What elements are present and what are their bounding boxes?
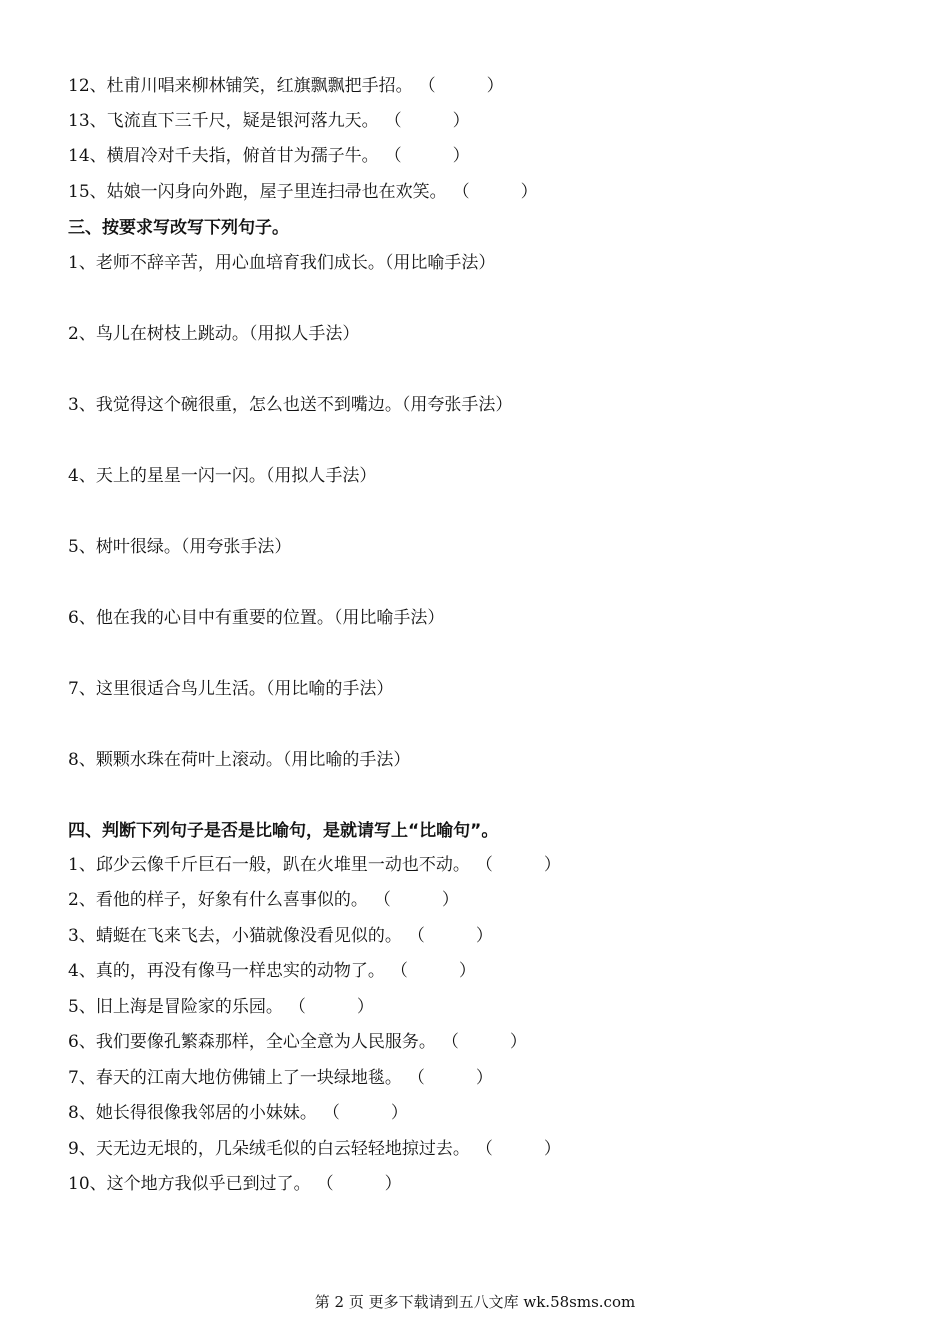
question-text: 13、飞流直下三千尺，疑是银河落九天。 xyxy=(68,111,379,131)
rewrite-item: 4、天上的星星一闪一闪。（用拟人手法） xyxy=(68,466,377,486)
answer-blank[interactable]: （ ） xyxy=(390,961,476,981)
list-item xyxy=(68,959,476,983)
list-item xyxy=(68,180,538,204)
question-text: 9、天无边无垠的，几朵绒毛似的白云轻轻地掠过去。 xyxy=(68,1139,470,1159)
question-text: 8、她长得很像我邻居的小妹妹。 xyxy=(68,1103,317,1123)
list-item xyxy=(68,1030,527,1054)
list-item xyxy=(68,1172,402,1196)
answer-blank[interactable]: （ ） xyxy=(475,1139,561,1159)
answer-blank[interactable]: （ ） xyxy=(441,1032,527,1052)
question-text: 12、杜甫川唱来柳林铺笑，红旗飘飘把手招。 xyxy=(68,76,413,96)
rewrite-item: 2、鸟儿在树枝上跳动。（用拟人手法） xyxy=(68,324,360,344)
section-heading: 四、判断下列句子是否是比喻句，是就请写上“比喻句”。 xyxy=(68,821,499,841)
question-text: 2、看他的样子，好象有什么喜事似的。 xyxy=(68,890,368,910)
answer-blank[interactable]: （ ） xyxy=(322,1103,408,1123)
answer-blank[interactable]: （ ） xyxy=(373,890,459,910)
question-text: 1、邱少云像千斤巨石一般，趴在火堆里一动也不动。 xyxy=(68,855,470,875)
answer-blank[interactable]: （ ） xyxy=(407,926,493,946)
answer-blank[interactable]: （ ） xyxy=(288,997,374,1017)
answer-blank[interactable]: （ ） xyxy=(418,76,504,96)
section-heading: 三、按要求写改写下列句子。 xyxy=(68,218,289,238)
answer-blank[interactable]: （ ） xyxy=(384,111,470,131)
list-item xyxy=(68,1101,408,1125)
rewrite-item: 6、他在我的心目中有重要的位置。（用比喻手法） xyxy=(68,608,445,628)
list-item xyxy=(68,924,493,948)
list-item xyxy=(68,995,374,1019)
rewrite-item: 8、颗颗水珠在荷叶上滚动。（用比喻的手法） xyxy=(68,750,411,770)
question-text: 6、我们要像孔繁森那样，全心全意为人民服务。 xyxy=(68,1032,436,1052)
list-item xyxy=(68,109,470,133)
list-item xyxy=(68,144,470,168)
list-item xyxy=(68,1137,561,1161)
answer-blank[interactable]: （ ） xyxy=(316,1174,402,1194)
rewrite-item: 3、我觉得这个碗很重，怎么也送不到嘴边。（用夸张手法） xyxy=(68,395,513,415)
question-text: 15、姑娘一闪身向外跑，屋子里连扫帚也在欢笑。 xyxy=(68,182,447,202)
answer-blank[interactable]: （ ） xyxy=(384,146,470,166)
rewrite-item: 5、树叶很绿。（用夸张手法） xyxy=(68,537,292,557)
answer-blank[interactable]: （ ） xyxy=(452,182,538,202)
rewrite-item: 1、老师不辞辛苦，用心血培育我们成长。（用比喻手法） xyxy=(68,253,496,273)
list-item xyxy=(68,853,561,877)
list-item xyxy=(68,1066,493,1090)
list-item xyxy=(68,888,459,912)
rewrite-item: 7、这里很适合鸟儿生活。（用比喻的手法） xyxy=(68,679,394,699)
list-item xyxy=(68,74,504,98)
answer-blank[interactable]: （ ） xyxy=(407,1068,493,1088)
question-text: 7、春天的江南大地仿佛铺上了一块绿地毯。 xyxy=(68,1068,402,1088)
question-text: 3、蜻蜓在飞来飞去，小猫就像没看见似的。 xyxy=(68,926,402,946)
question-text: 10、这个地方我似乎已到过了。 xyxy=(68,1174,311,1194)
question-text: 5、旧上海是冒险家的乐园。 xyxy=(68,997,283,1017)
answer-blank[interactable]: （ ） xyxy=(475,855,561,875)
page-footer: 第 2 页 更多下载请到五八文库 wk.58sms.com xyxy=(314,1293,636,1311)
question-text: 4、真的，再没有像马一样忠实的动物了。 xyxy=(68,961,385,981)
question-text: 14、横眉冷对千夫指，俯首甘为孺子牛。 xyxy=(68,146,379,166)
